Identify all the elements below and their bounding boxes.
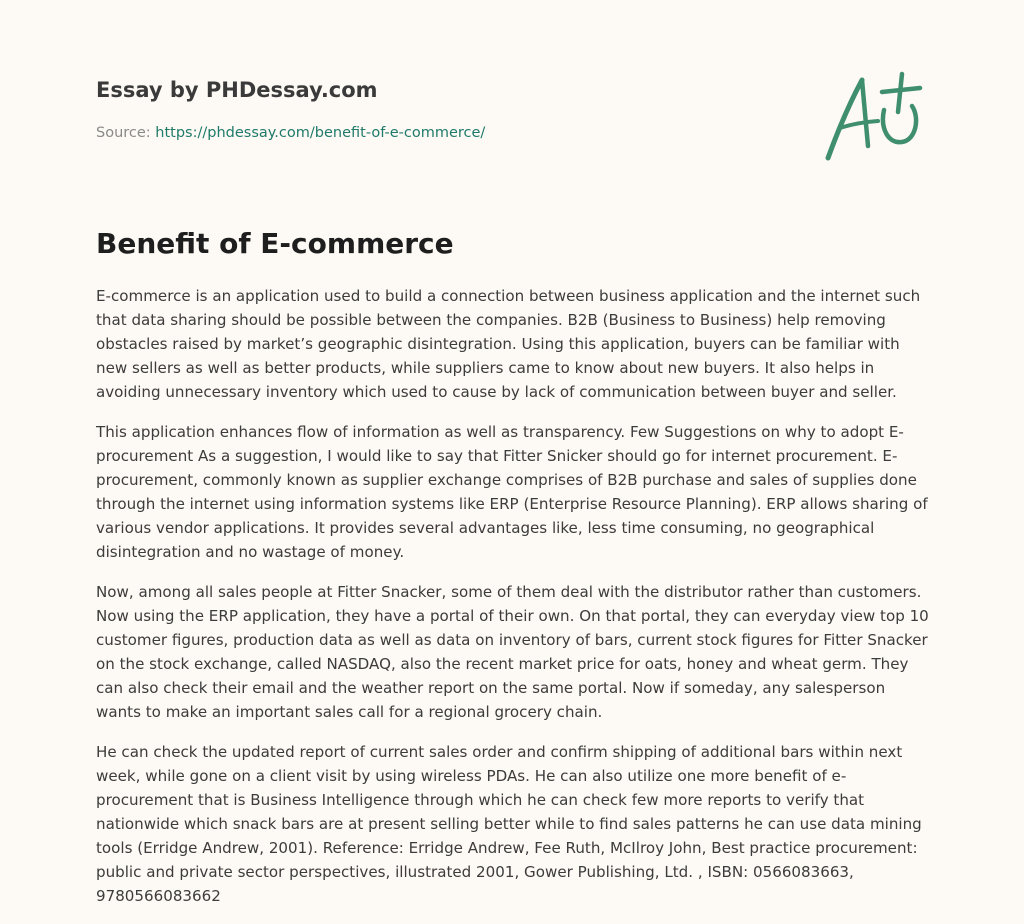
article-paragraph: E-commerce is an application used to build a connection between business application and the internet such that data sharing should be possible between the companies. B2B (Business to Business) help removing obstacles raised by market’s geographic disintegration. Using this application, buyers can be familiar with new sellers as well as better products, while suppliers came to know about new buyers. It also helps in avoiding unnecessary inventory which used to cause by lack of communication between buyer and seller. xyxy=(96,287,921,401)
essay-header xyxy=(96,75,796,143)
source-label: Source: xyxy=(96,125,156,141)
source-line xyxy=(96,123,796,143)
site-title: Essay by PHDessay.com xyxy=(96,78,378,102)
article-paragraph: Now, among all sales people at Fitter Snacker, some of them deal with the distributor rather than customers. Now using the ERP application, they have a portal of their own. On that portal, they can everyday view top 10 customer figures, production data as well as data on inventory of bars, current stock figures for Fitter Snacker on the stock exchange, called NASDAQ, also the recent market price for oats, honey and wheat germ. They can also check their email and the weather report on the same portal. Now if someday, any salesperson wants to make an important sales call for a regional grocery chain. xyxy=(96,583,929,721)
article-paragraph: He can check the updated report of current sales order and confirm shipping of additional bars within next week, while gone on a client visit by using wireless PDAs. He can also utilize one more benefit of e-procurement that is Business Intelligence through which he can check few more reports to verify that nationwide which snack bars are at present selling better while to find sales patterns he can use data mining tools (Erridge Andrew, 2001). Reference: Erridge Andrew, Fee Ruth, McIlroy John, Best practice procurement: public and private sector perspectives, illustrated 2001, Gower Publishing, Ltd. , ISBN: 0566083663, 9780566083662 xyxy=(96,743,922,905)
source-link[interactable]: https://phdessay.com/benefit-of-e-commerce/ xyxy=(155,125,486,141)
a-plus-logo-icon xyxy=(818,66,928,166)
article-body xyxy=(96,284,934,924)
article-title: Benefit of E-commerce xyxy=(96,227,454,260)
article-paragraph: This application enhances flow of information as well as transparency. Few Suggestions on why to adopt E-procurement As a suggestion, I would like to say that Fitter Snicker should go for internet procurement. E-procurement, commonly known as supplier exchange comprises of B2B purchase and sales of supplies done through the internet using information systems like ERP (Enterprise Resource Planning). ERP allows sharing of various vendor applications. It provides several advantages like, less time consuming, no geographical disintegration and no wastage of money. xyxy=(96,423,928,561)
